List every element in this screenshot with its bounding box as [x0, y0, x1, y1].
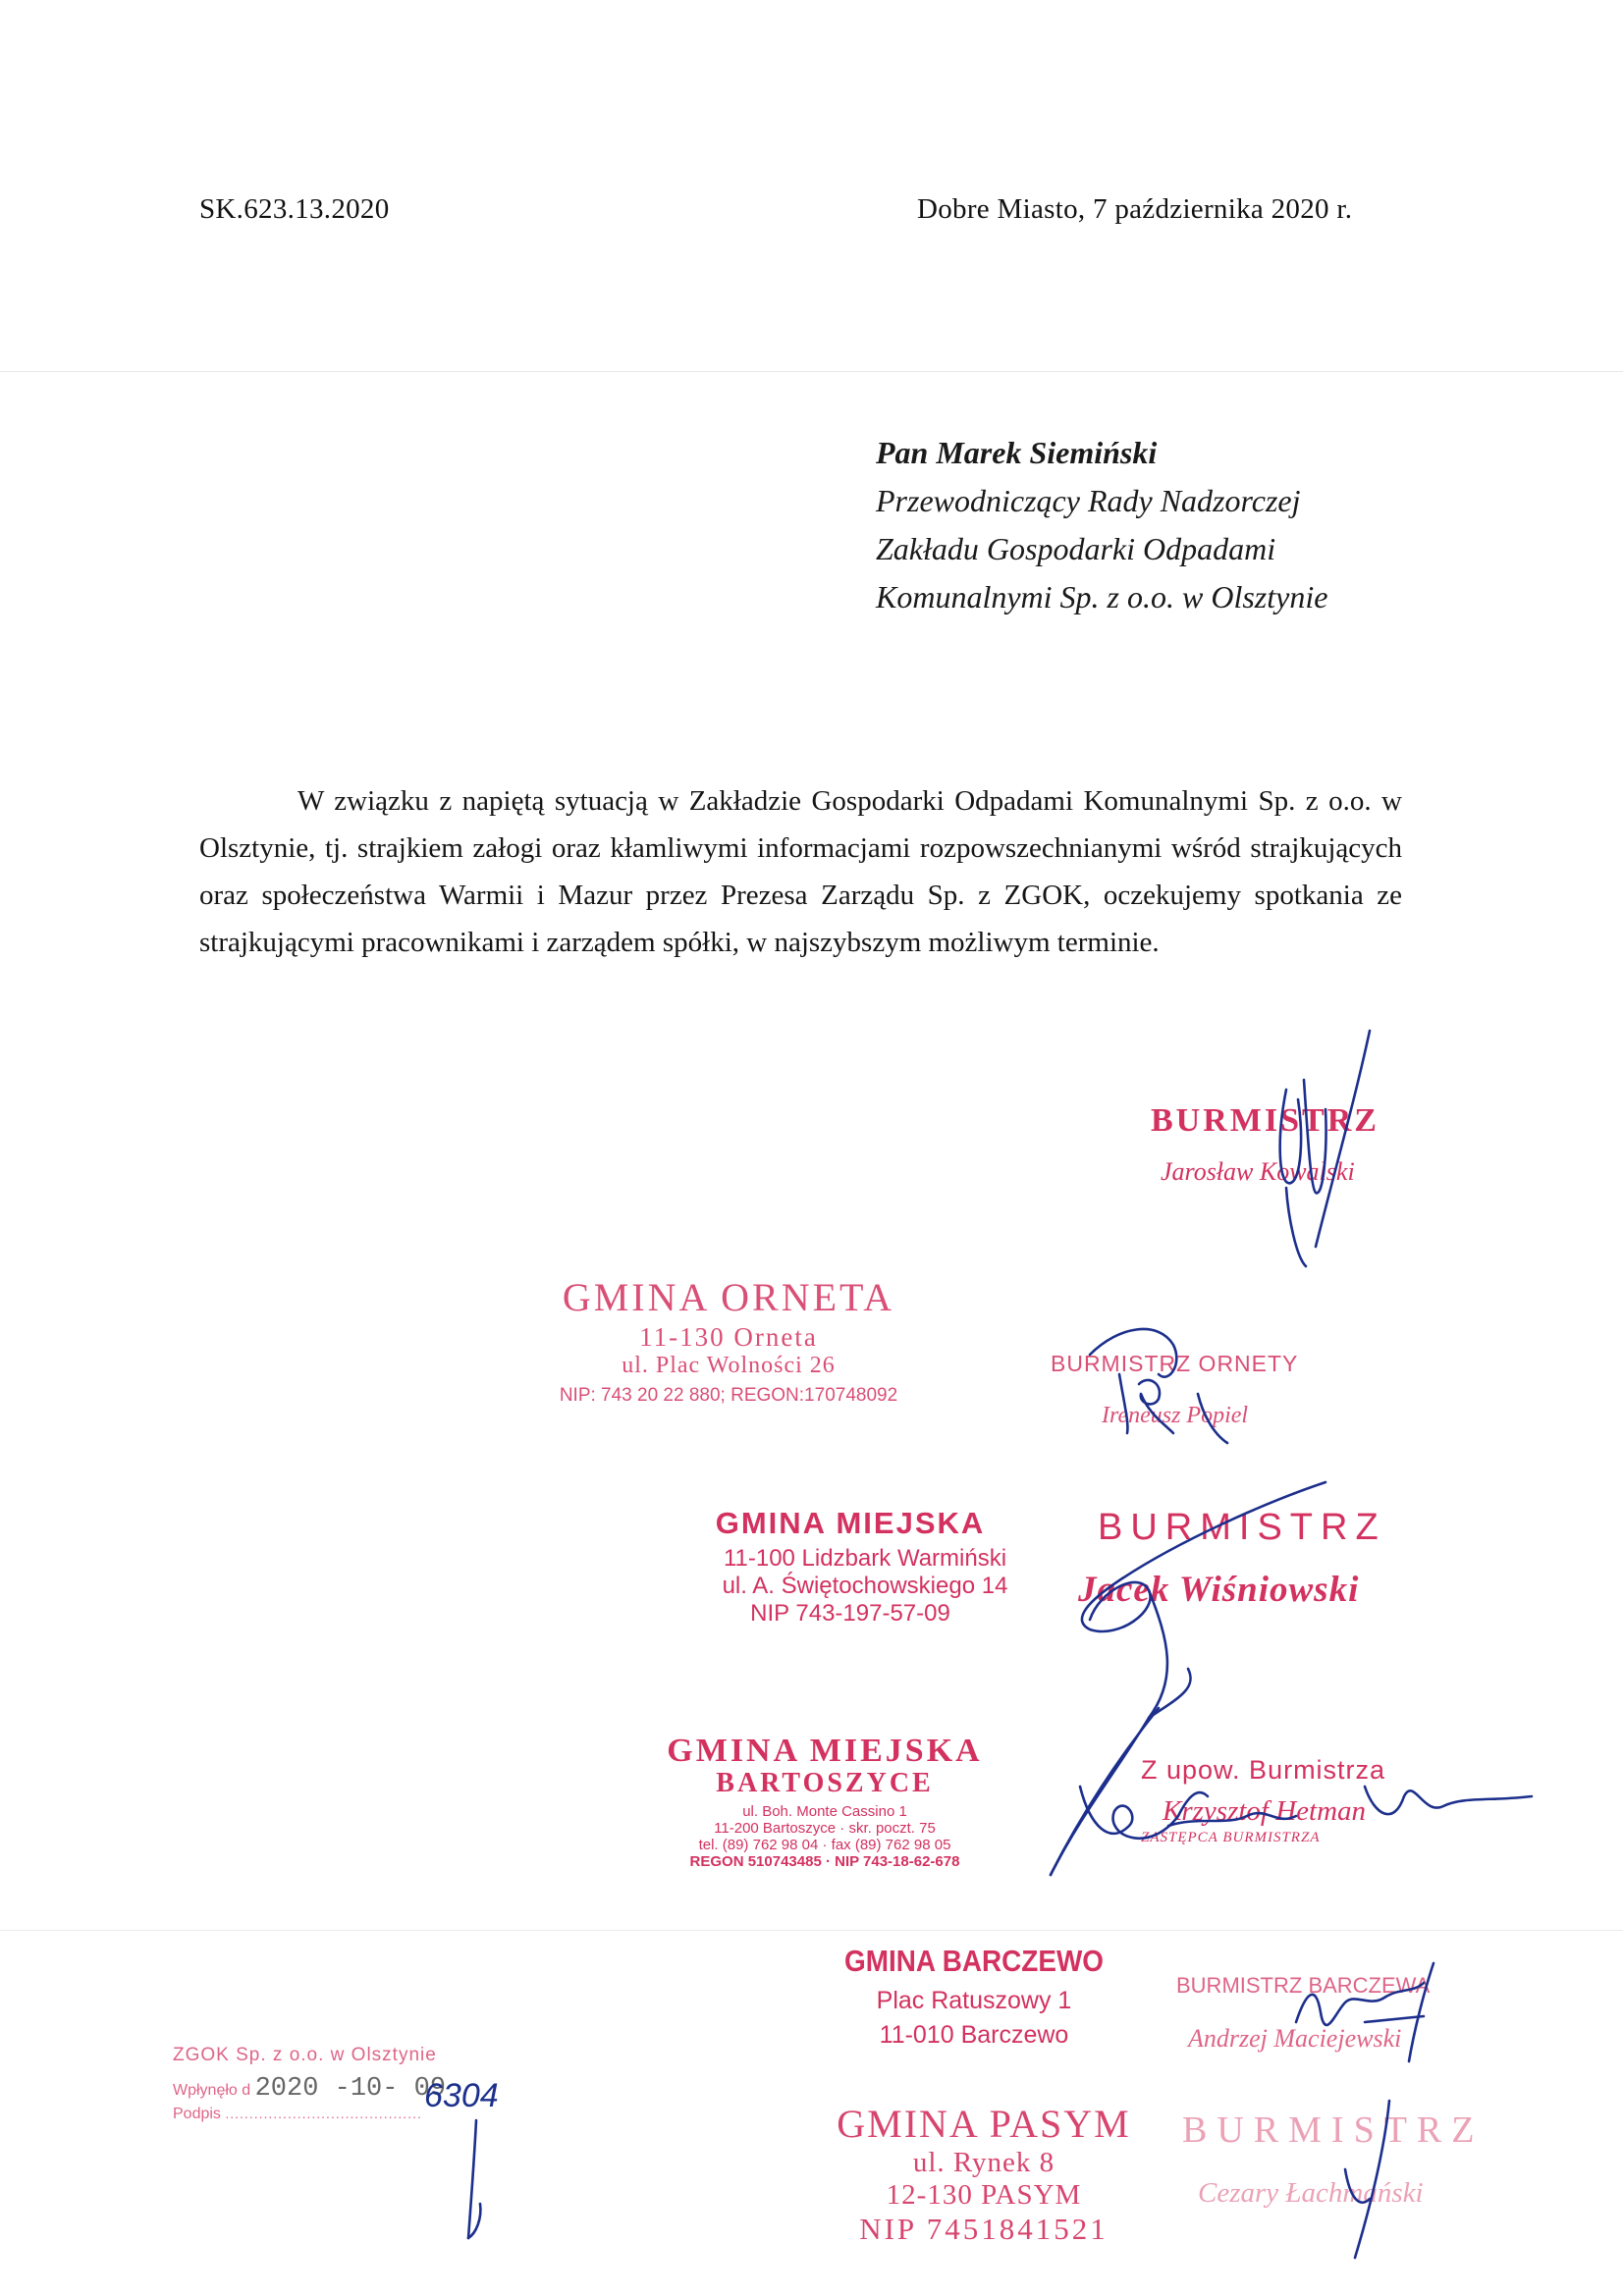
scan-fold-line [0, 1930, 1623, 1931]
stamp-name: Andrzej Maciejewski [1188, 2024, 1402, 2053]
stamp-gmina-pasym [797, 2101, 1170, 2247]
reference-number: SK.623.13.2020 [199, 193, 390, 225]
stamp-gmina-orneta [532, 1274, 925, 1407]
stamp-burmistrz-pasym [1182, 2109, 1536, 2210]
received-date: 2020 -10- 09 [254, 2074, 447, 2104]
stamp-line: ul. A. Świętochowskiego 14 [722, 1573, 1008, 1599]
stamp-line: Plac Ratuszowy 1 [876, 1987, 1072, 2014]
stamp-title: BURMISTRZ ORNETY [1051, 1351, 1299, 1376]
stamp-line: GMINA ORNETA [562, 1275, 895, 1319]
stamp-line: 11-100 Lidzbark Warmiński [723, 1545, 1007, 1572]
stamp-gmina-lidzbark [664, 1506, 1037, 1628]
stamp-line: NIP: 743 20 22 880; REGON:170748092 [559, 1385, 898, 1406]
stamp-line: REGON 510743485 · NIP 743-18-62-678 [689, 1853, 960, 1870]
signature-label: Podpis [173, 2106, 221, 2122]
stamp-name: Cezary Łachmański [1198, 2177, 1424, 2209]
letter-body [199, 777, 1402, 966]
place-and-date: Dobre Miasto, 7 października 2020 r. [917, 193, 1353, 225]
stamp-line: NIP 7451841521 [859, 2212, 1109, 2246]
stamp-zastepca-bartoszyce [1141, 1755, 1445, 1846]
recipient-line-1: Przewodniczący Rady Nadzorczej [876, 483, 1301, 518]
recipient-line-2: Zakładu Gospodarki Odpadami [876, 531, 1276, 566]
stamp-line: ZGOK Sp. z o.o. w Olsztynie [173, 2045, 437, 2065]
stamp-burmistrz-lidzbark [1078, 1507, 1432, 1611]
body-paragraph: W związku z napiętą sytuacją w Zakładzie Gospodarki Odpadami Komunalnymi Sp. z o.o. w Olsztynie, tj. strajkiem załogi oraz kłamliwymi informacjami rozpowszechnianymi wśród strajkujących oraz społeczeństwa Warmii i Mazur przez Prezesa Zarządu Sp. z ZGOK, oczekujemy spotkania ze strajkującymi pracownikami i zarządem spółki, w najszybszym możliwym terminie. [199, 785, 1402, 958]
signature-dots: ......................................... [225, 2106, 422, 2121]
stamp-line: BARTOSZYCE [716, 1768, 934, 1798]
stamp-title: BURMISTRZ [1098, 1507, 1386, 1548]
stamp-burmistrz-orneta [1051, 1351, 1375, 1429]
stamp-burmistrz-barczewo [1176, 1973, 1500, 2054]
stamp-name: Krzysztof Hetman [1163, 1795, 1367, 1827]
stamp-gmina-bartoszyce [619, 1733, 1031, 1870]
recipient-block [876, 429, 1327, 621]
stamp-line: 12-130 PASYM [886, 2179, 1082, 2211]
stamp-line: tel. (89) 762 98 04 · fax (89) 762 98 05 [698, 1837, 951, 1853]
stamp-line: GMINA PASYM [837, 2102, 1131, 2146]
recipient-line-3: Komunalnymi Sp. z o.o. w Olsztynie [876, 579, 1328, 614]
received-label: Wpłynęło d [173, 2082, 251, 2099]
stamp-line: 11-200 Bartoszyce · skr. poczt. 75 [714, 1820, 936, 1837]
stamp-title: BURMISTRZ [1182, 2109, 1485, 2151]
stamp-line: NIP 743-197-57-09 [750, 1600, 950, 1627]
stamp-line: ul. Plac Wolności 26 [622, 1353, 836, 1378]
stamp-line: 11-010 Barczewo [879, 2021, 1069, 2049]
stamp-line: ul. Boh. Monte Cassino 1 [742, 1803, 907, 1820]
stamp-line: Z upow. Burmistrza [1141, 1755, 1386, 1785]
stamp-line: GMINA MIEJSKA [715, 1506, 986, 1540]
stamp-name: Ireneusz Popiel [1102, 1403, 1249, 1428]
recipient-name: Pan Marek Siemiński [876, 435, 1158, 470]
stamp-name: Jacek Wiśniowski [1078, 1570, 1360, 1610]
stamp-gmina-barczewo [827, 1944, 1121, 2050]
stamp-title: ZASTĘPCA BURMISTRZA [1141, 1830, 1321, 1845]
stamp-line: GMINA BARCZEWO [843, 1944, 1104, 1978]
stamp-name: Jarosław Kowalski [1161, 1157, 1355, 1186]
stamp-line: GMINA MIEJSKA [667, 1733, 983, 1769]
separator-line [0, 371, 1623, 372]
received-number: 6304 [424, 2077, 499, 2114]
signature-zgok-image [447, 2110, 506, 2248]
stamp-title: BURMISTRZ BARCZEWA [1176, 1973, 1431, 1998]
stamp-line: ul. Rynek 8 [912, 2147, 1055, 2178]
stamp-title: BURMISTRZ [1151, 1102, 1380, 1139]
stamp-burmistrz-dobre-miasto [1151, 1102, 1445, 1187]
stamp-line: 11-130 Orneta [639, 1322, 818, 1352]
